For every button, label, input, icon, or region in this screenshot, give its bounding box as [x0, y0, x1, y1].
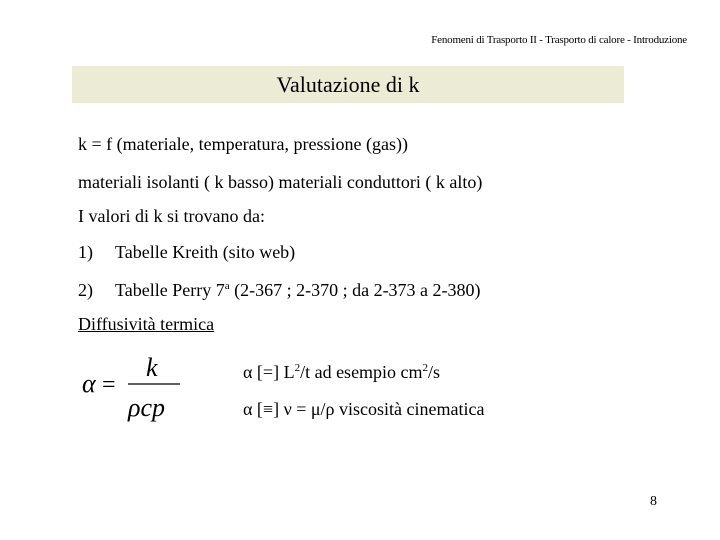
list-text: Tabelle Perry 7: [115, 280, 225, 300]
list-number: 2): [78, 280, 93, 300]
header-text: Fenomeni di Trasporto II - Trasporto di calore - Introduzione: [431, 34, 687, 46]
units-exponent: 2: [422, 362, 429, 374]
formula-alpha: α: [82, 369, 96, 398]
viscosity-line: α [≡] ν = μ/ρ viscosità cinematica: [243, 399, 485, 419]
materials-line: materiali isolanti ( k basso) materiali conduttori ( k alto): [78, 172, 483, 192]
units-exponent: 2: [294, 362, 301, 374]
formula-numerator: k: [146, 353, 158, 382]
section-heading: Diffusività termica: [78, 314, 215, 334]
units-example: /t ad esempio cm: [300, 362, 423, 382]
units-tail: /s: [428, 362, 441, 382]
list-item-1: [78, 242, 295, 263]
formula-denominator: ρcp: [128, 393, 166, 422]
list-text-pages: (2-367 ; 2-370 ; da 2-373 a 2-380): [229, 280, 481, 300]
list-text: Tabelle Kreith (sito web): [115, 242, 296, 262]
ordinal-superscript: a: [224, 280, 230, 292]
slide-title: Valutazione di k: [276, 72, 420, 97]
units-text: α [=] L: [243, 362, 295, 382]
formula-equals: =: [102, 372, 116, 398]
diffusivity-formula: [80, 348, 190, 428]
page-number: 8: [650, 494, 657, 509]
list-number: 1): [78, 242, 93, 262]
units-line: [243, 362, 440, 383]
definition-line: k = f (materiale, temperatura, pressione (gas)): [78, 134, 409, 154]
list-item-2: [78, 280, 481, 301]
sources-intro-line: I valori di k si trovano da:: [78, 206, 265, 226]
